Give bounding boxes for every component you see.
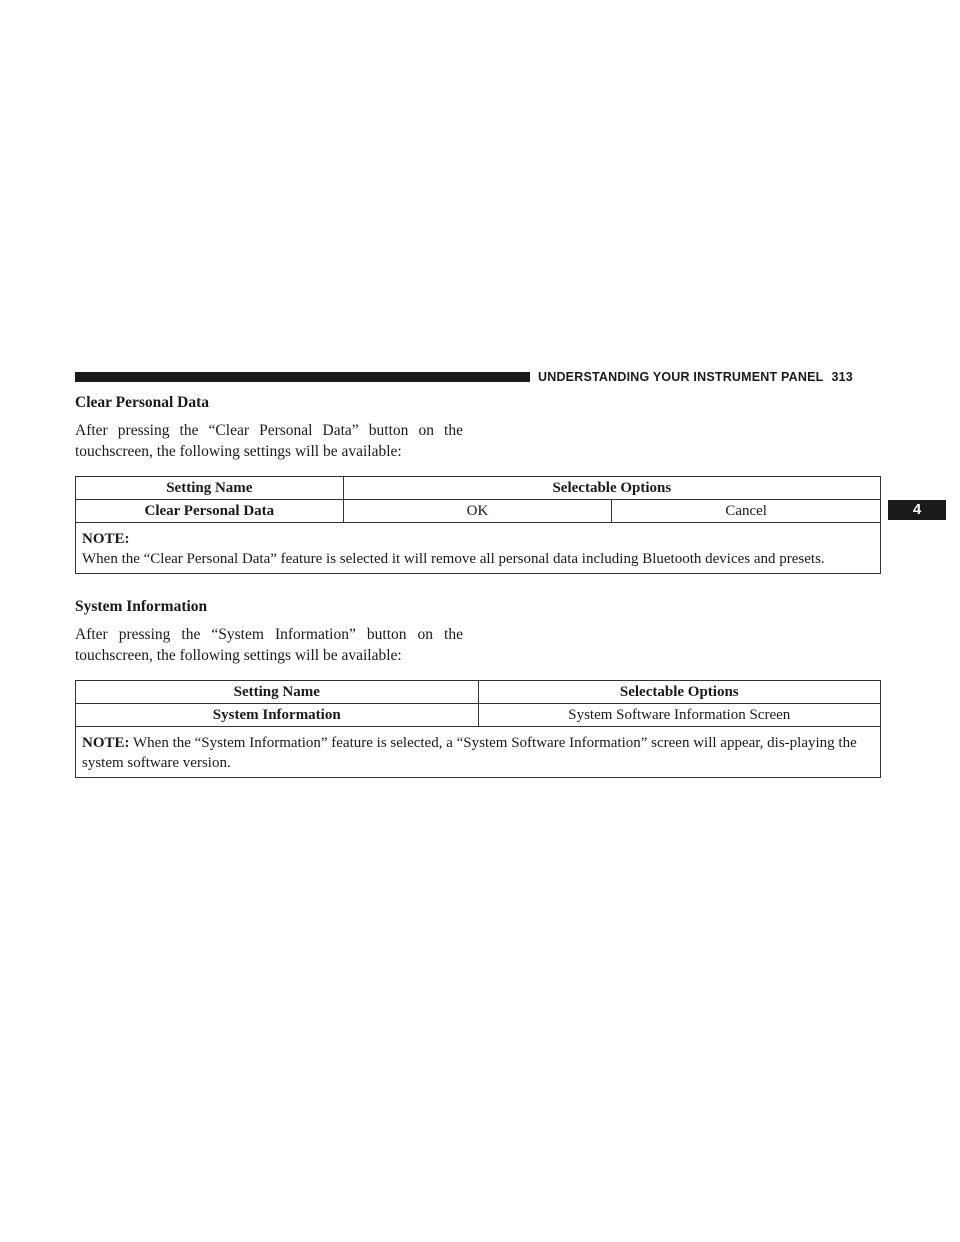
note-text: When the “System Information” feature is selected, a “System Software Information” screen will appear, dis-playing the system software version. bbox=[82, 735, 857, 771]
option-cell: System Software Information Screen bbox=[478, 704, 881, 727]
section-title: UNDERSTANDING YOUR INSTRUMENT PANEL bbox=[538, 370, 824, 384]
chapter-tab: 4 bbox=[888, 500, 946, 520]
header-rule bbox=[75, 372, 530, 382]
table-note-row bbox=[76, 523, 881, 574]
intro-line: After pressing the “Clear Personal Data” button on the bbox=[75, 422, 463, 439]
section-heading-system-information: System Information bbox=[75, 598, 208, 615]
section-intro-system-information bbox=[75, 624, 463, 666]
running-header bbox=[538, 370, 853, 384]
system-information-table bbox=[75, 680, 881, 778]
intro-line: touchscreen, the following settings will be available: bbox=[75, 647, 402, 664]
table-header-row bbox=[76, 477, 881, 500]
column-header-selectable-options: Selectable Options bbox=[343, 477, 880, 500]
note-label: NOTE: bbox=[82, 531, 130, 547]
option-cell: Cancel bbox=[612, 500, 881, 523]
section-heading-clear-personal-data: Clear Personal Data bbox=[75, 394, 210, 411]
note-text: When the “Clear Personal Data” feature is selected it will remove all personal data including Bluetooth devices and presets. bbox=[82, 551, 825, 567]
clear-personal-data-table bbox=[75, 476, 881, 574]
note-label: NOTE: bbox=[82, 735, 130, 751]
setting-name-cell: System Information bbox=[76, 704, 479, 727]
note-cell bbox=[76, 727, 881, 778]
intro-line: touchscreen, the following settings will be available: bbox=[75, 443, 402, 460]
option-cell: OK bbox=[343, 500, 612, 523]
column-header-setting-name: Setting Name bbox=[76, 681, 479, 704]
section-intro-clear-personal-data bbox=[75, 420, 463, 462]
table-row bbox=[76, 704, 881, 727]
column-header-setting-name: Setting Name bbox=[76, 477, 344, 500]
table-note-row bbox=[76, 727, 881, 778]
table-header-row bbox=[76, 681, 881, 704]
column-header-selectable-options: Selectable Options bbox=[478, 681, 881, 704]
setting-name-cell: Clear Personal Data bbox=[76, 500, 344, 523]
intro-line: After pressing the “System Information” button on the bbox=[75, 626, 463, 643]
page-number: 313 bbox=[831, 370, 853, 384]
table-row bbox=[76, 500, 881, 523]
note-cell bbox=[76, 523, 881, 574]
